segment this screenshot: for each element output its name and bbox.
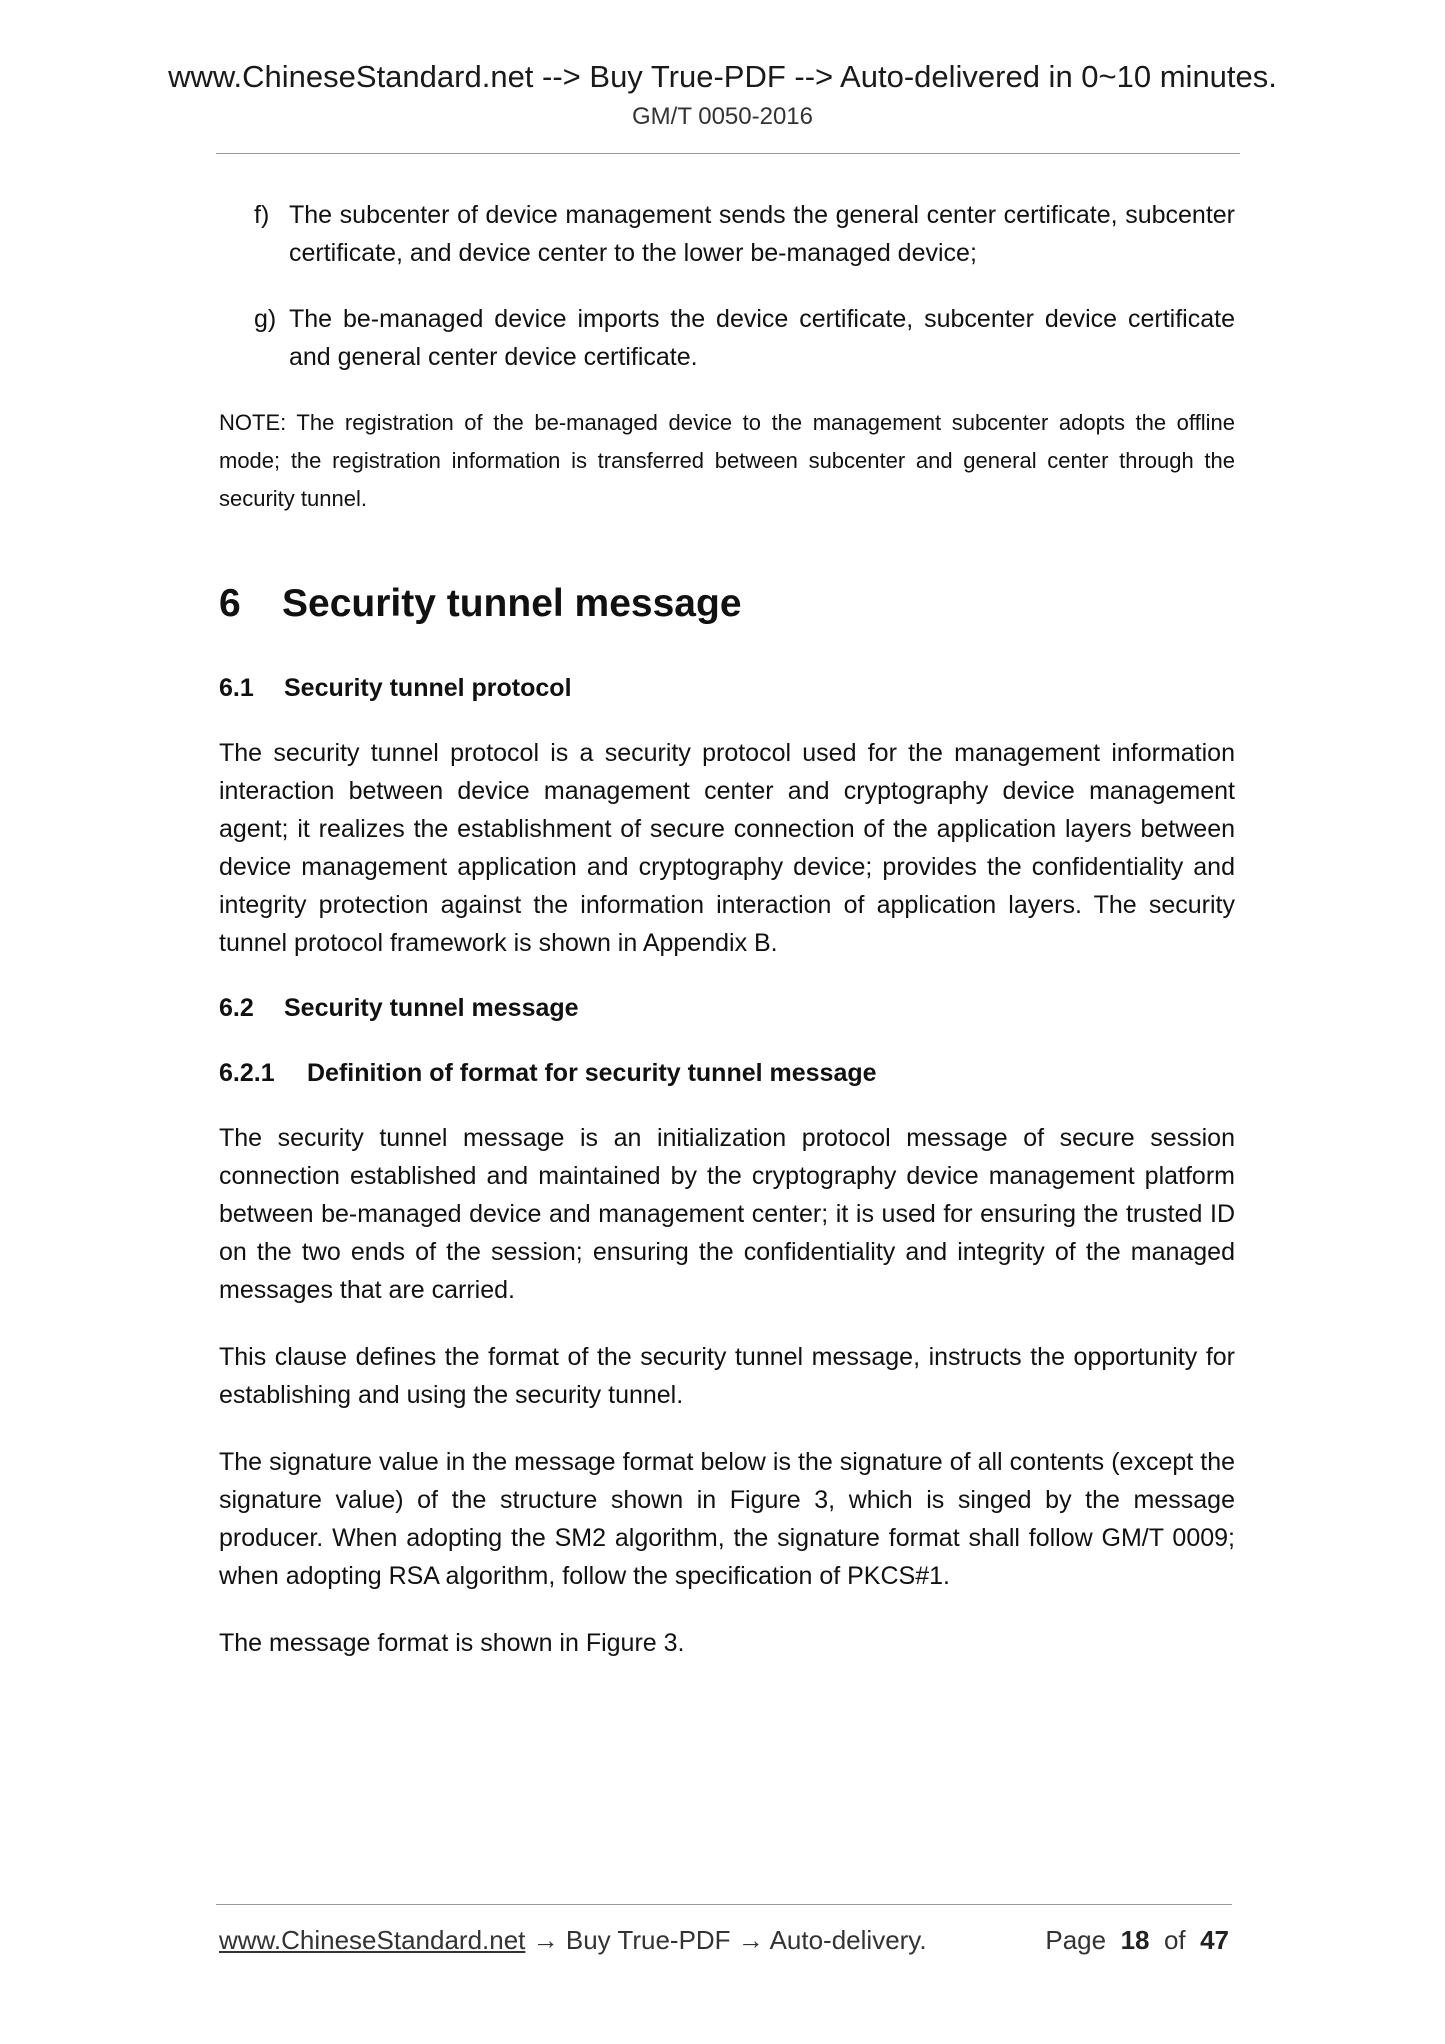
footer-source-text: → Buy True-PDF → Auto-delivery. <box>525 1925 927 1955</box>
list-item-text: The be-managed device imports the device certificate, subcenter device certificate and general center device certificate. <box>289 305 1235 371</box>
footer-link[interactable]: www.ChineseStandard.net <box>219 1925 526 1955</box>
section-number: 6 <box>219 582 241 625</box>
header-divider <box>216 153 1240 154</box>
list-marker: f) <box>254 201 270 229</box>
list-item-text: The subcenter of device management sends the general center certificate, subcenter certificate, and device center to the lower be-managed device; <box>289 201 1235 267</box>
page-footer <box>219 1922 1229 1958</box>
page-number: 18 <box>1120 1925 1150 1955</box>
subsubsection-heading <box>219 1054 1235 1092</box>
page-header <box>0 56 1445 134</box>
of-label: of <box>1163 1925 1186 1955</box>
body-paragraph: The security tunnel message is an initialization protocol message of secure session connection established and maintained by the cryptography device management platform between be-managed device and management center; it is used for ensuring the trusted ID on the two ends of the session; ensuring the confidentiality and integrity of the managed messages that are carried. <box>219 1124 1235 1304</box>
footer-source <box>219 1922 927 1958</box>
subsection-title: Security tunnel protocol <box>284 674 572 702</box>
subsubsection-title: Definition of format for security tunnel message <box>307 1059 877 1087</box>
note-text: NOTE: The registration of the be-managed device to the management subcenter adopts the offline mode; the registration information is transferred between subcenter and general center through the security tunnel. <box>219 410 1235 511</box>
body-paragraph: The signature value in the message format below is the signature of all contents (except the signature value) of the structure shown in Figure 3, which is singed by the message producer. When adopting the SM2 algorithm, the signature format shall follow GM/T 0009; when adopting RSA algorithm, follow the specification of PKCS#1. <box>219 1448 1235 1590</box>
subsection-title: Security tunnel message <box>284 994 579 1022</box>
list-marker: g) <box>254 305 277 333</box>
section-heading <box>219 579 1235 629</box>
standard-code: GM/T 0050-2016 <box>632 103 813 130</box>
subsection-heading <box>219 989 1235 1027</box>
footer-divider <box>216 1904 1232 1905</box>
header-banner: www.ChineseStandard.net --> Buy True-PDF --> Auto-delivered in 0~10 minutes. <box>168 59 1277 94</box>
list-item <box>219 300 1235 376</box>
list-item <box>219 196 1235 272</box>
page-indicator <box>1045 1922 1229 1958</box>
body-paragraph: The message format is shown in Figure 3. <box>219 1629 685 1657</box>
subsubsection-number: 6.2.1 <box>219 1059 275 1087</box>
total-pages: 47 <box>1200 1925 1229 1955</box>
subsection-number: 6.1 <box>219 674 254 702</box>
subsection-heading <box>219 669 1235 707</box>
body-paragraph: This clause defines the format of the security tunnel message, instructs the opportunity for establishing and using the security tunnel. <box>219 1343 1235 1409</box>
body-paragraph: The security tunnel protocol is a security protocol used for the management information interaction between device management center and cryptography device management agent; it realizes the establishment of secure connection of the application layers between device management application and cryptography device; provides the confidentiality and integrity protection against the information interaction of application layers. The security tunnel protocol framework is shown in Appendix B. <box>219 739 1235 957</box>
document-body <box>219 196 1235 1662</box>
subsection-number: 6.2 <box>219 994 254 1022</box>
page-label: Page <box>1045 1925 1107 1955</box>
section-title: Security tunnel message <box>282 582 742 625</box>
